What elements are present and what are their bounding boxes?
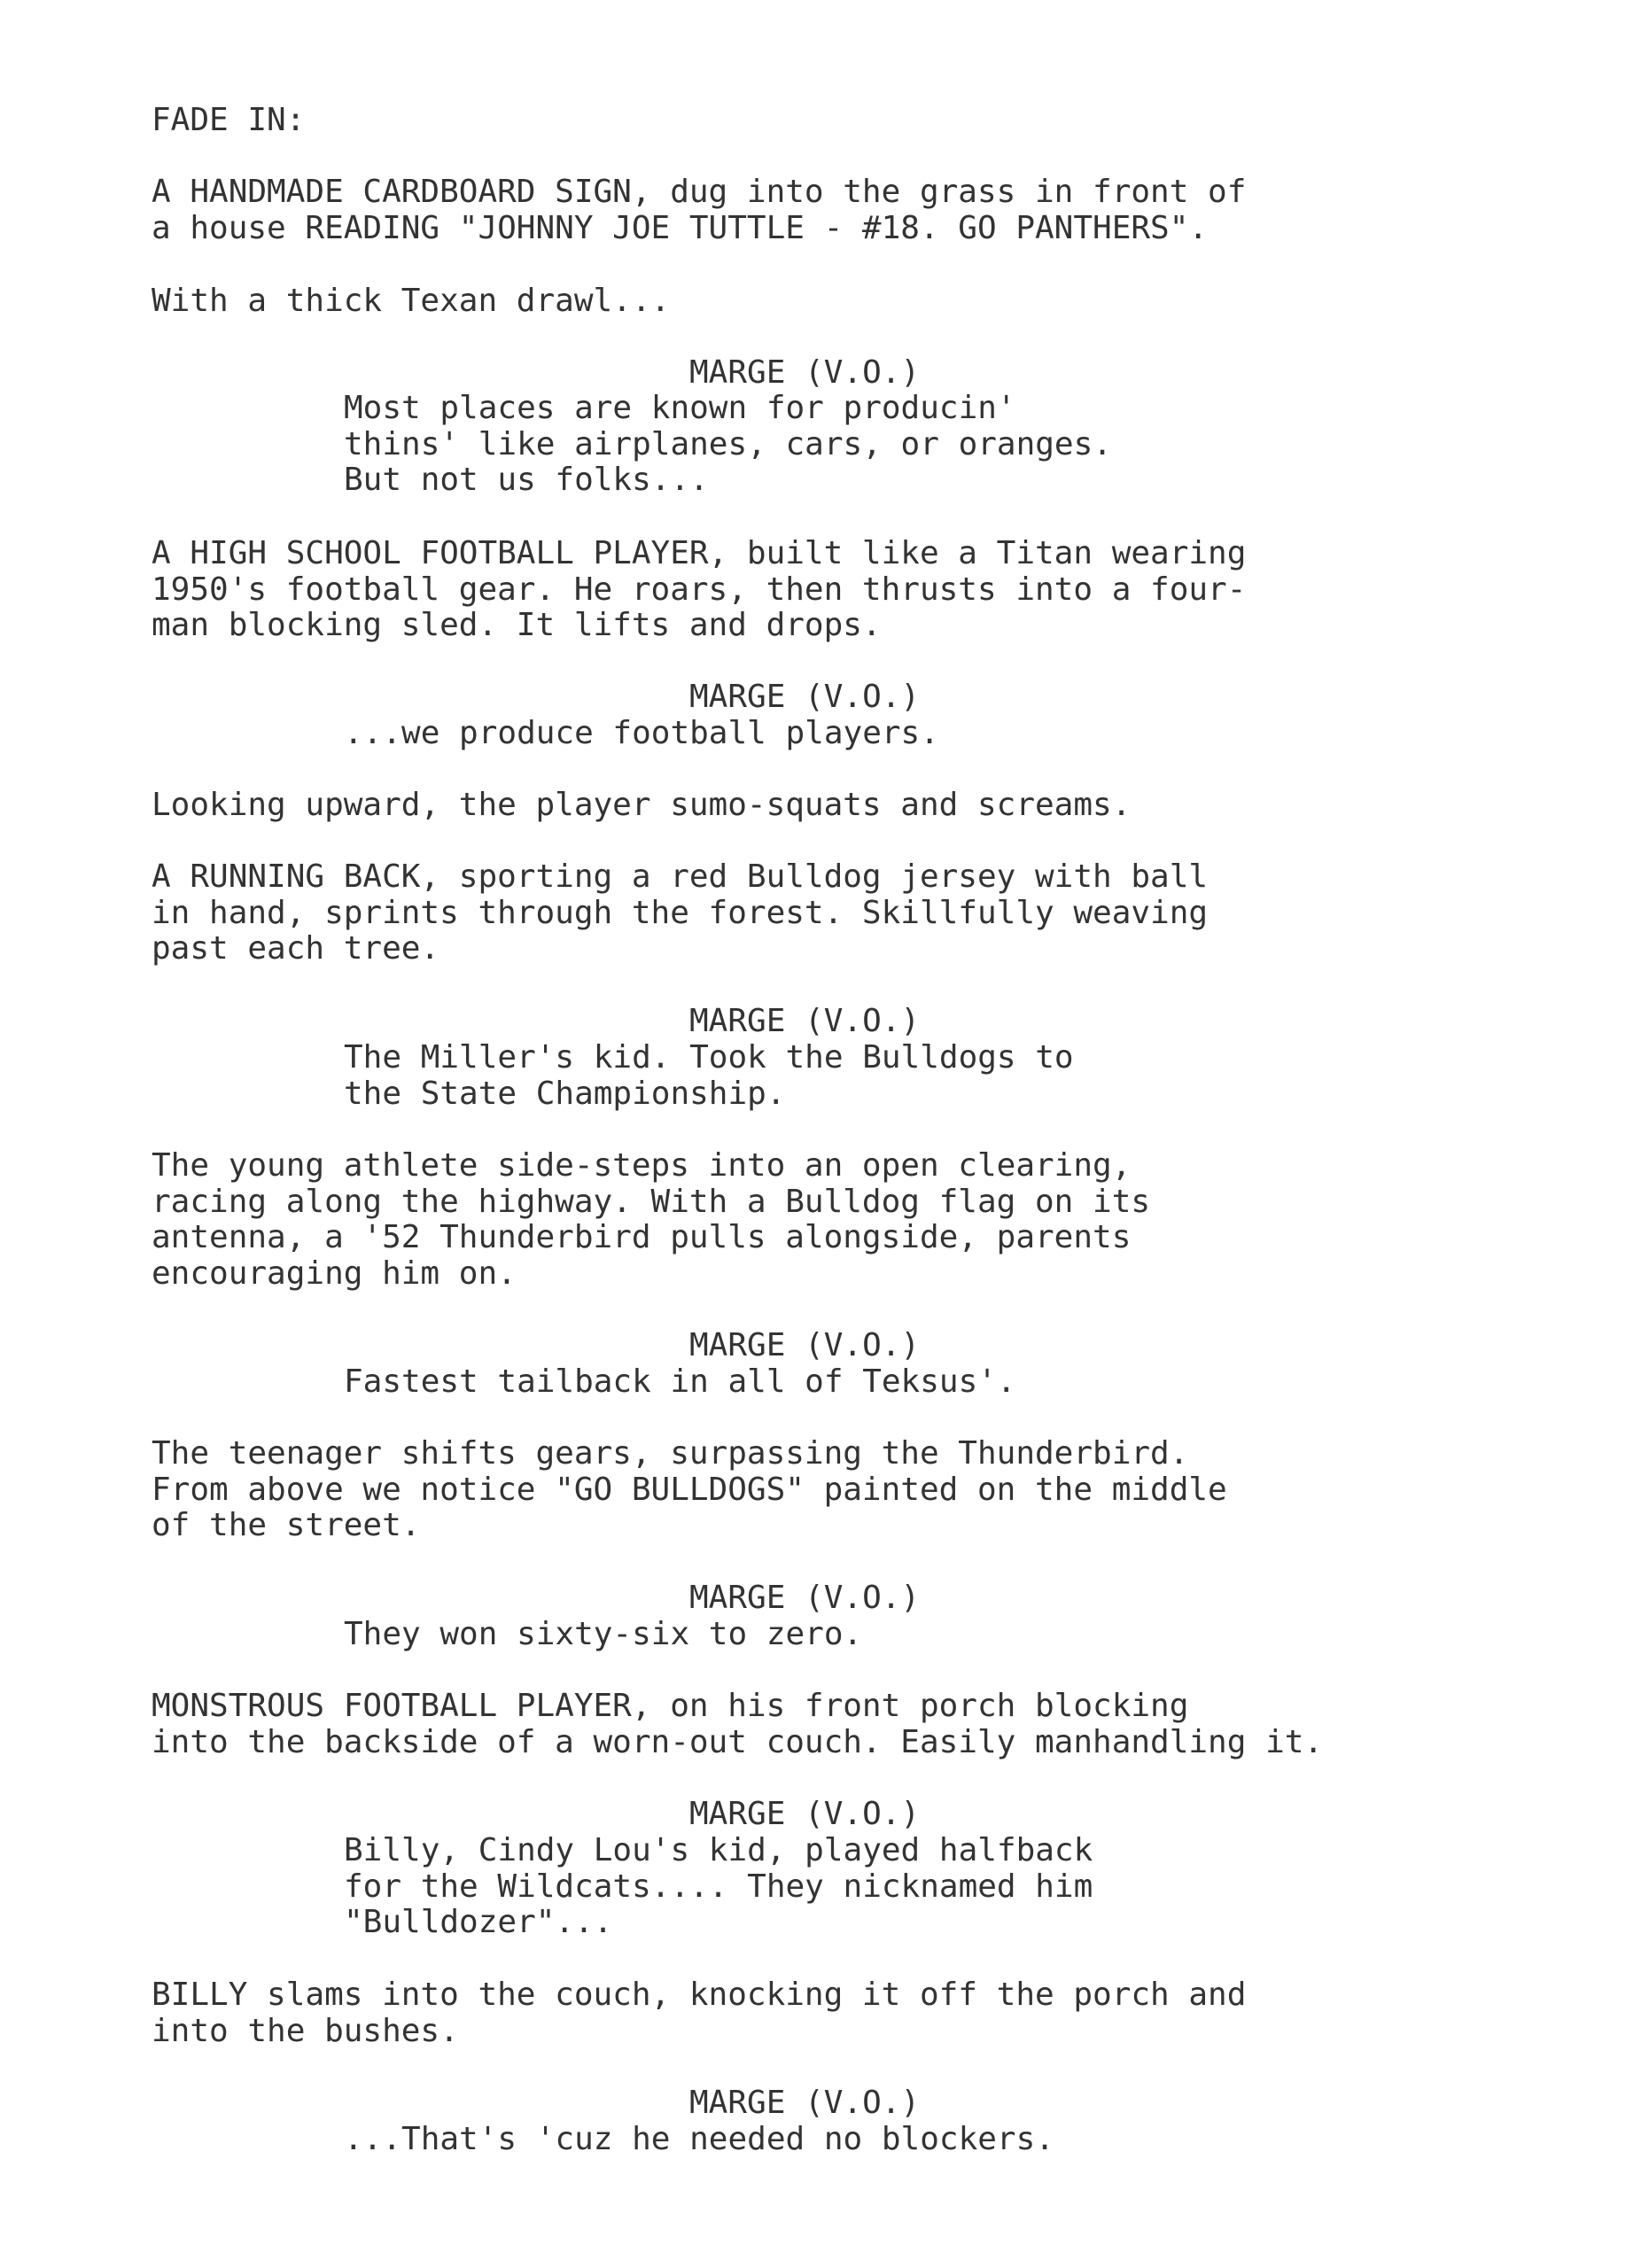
dialogue-5 — [344, 1617, 862, 1653]
action-porch — [152, 1689, 1323, 1760]
character-cue-5 — [689, 1581, 920, 1617]
action-line: Looking upward, the player sumo-squats and screams. — [152, 787, 1132, 823]
dialogue-line: Fastest tailback in all of Teksus'. — [344, 1363, 1016, 1400]
dialogue-line: "Bulldozer"... — [344, 1904, 613, 1941]
action-street — [152, 1436, 1227, 1544]
character-name: MARGE (V.O.) — [689, 679, 921, 715]
action-line: in hand, sprints through the forest. Skillfully weaving — [152, 894, 1209, 931]
transition-line: FADE IN: — [152, 102, 306, 138]
action-line: The teenager shifts gears, surpassing the Thunderbird. — [152, 1435, 1189, 1472]
dialogue-line: Most places are known for producin' — [344, 390, 1016, 426]
dialogue-line: The Miller's kid. Took the Bulldogs to — [344, 1039, 1074, 1076]
action-line: A HANDMADE CARDBOARD SIGN, dug into the grass in front of — [152, 174, 1247, 210]
dialogue-line: ...we produce football players. — [344, 715, 939, 751]
action-line: into the bushes. — [152, 2012, 459, 2049]
action-line: into the backside of a worn-out couch. Easily manhandling it. — [152, 1723, 1324, 1760]
dialogue-line: They won sixty-six to zero. — [344, 1616, 863, 1652]
action-line: a house READING "JOHNNY JOE TUTTLE - #18. GO PANTHERS". — [152, 209, 1209, 246]
action-line: of the street. — [152, 1507, 421, 1544]
dialogue-line: for the Wildcats.... They nicknamed him — [344, 1868, 1093, 1905]
action-line: A RUNNING BACK, sporting a red Bulldog jersey with ball — [152, 858, 1209, 895]
action-couch — [152, 1977, 1246, 2049]
action-line: man blocking sled. It lifts and drops. — [152, 607, 882, 644]
action-line: MONSTROUS FOOTBALL PLAYER, on his front porch blocking — [152, 1688, 1189, 1724]
action-line: With a thick Texan drawl... — [152, 283, 671, 319]
dialogue-6 — [344, 1833, 1093, 1941]
action-line: BILLY slams into the couch, knocking it off the porch and — [152, 1977, 1247, 2013]
dialogue-7 — [344, 2122, 1054, 2158]
character-name: MARGE (V.O.) — [689, 1327, 921, 1363]
dialogue-line: But not us folks... — [344, 462, 709, 499]
dialogue-line: the State Championship. — [344, 1075, 786, 1112]
action-drawl — [152, 284, 670, 320]
character-name: MARGE (V.O.) — [689, 2085, 921, 2121]
action-sign — [152, 175, 1246, 246]
dialogue-2 — [344, 716, 939, 752]
character-cue-1 — [689, 355, 920, 392]
character-cue-3 — [689, 1004, 920, 1040]
character-name: MARGE (V.O.) — [689, 1003, 921, 1039]
action-line: The young athlete side-steps into an open clearing, — [152, 1147, 1132, 1184]
dialogue-line: thins' like airplanes, cars, or oranges. — [344, 425, 1112, 462]
dialogue-line: ...That's 'cuz he needed no blockers. — [344, 2121, 1054, 2157]
character-cue-6 — [689, 1797, 920, 1833]
dialogue-4 — [344, 1364, 1016, 1401]
action-line: encouraging him on. — [152, 1255, 517, 1293]
action-line: From above we notice "GO BULLDOGS" painted on the middle — [152, 1471, 1227, 1508]
dialogue-line: Billy, Cindy Lou's kid, played halfback — [344, 1832, 1093, 1868]
action-football-player — [152, 536, 1246, 644]
character-cue-2 — [689, 680, 920, 716]
action-highway — [152, 1148, 1150, 1293]
action-line: racing along the highway. With a Bulldog flag on its — [152, 1183, 1151, 1220]
transition-fade-in — [152, 103, 305, 139]
character-name: MARGE (V.O.) — [689, 1796, 921, 1832]
action-sumo-squat — [152, 788, 1131, 824]
character-cue-4 — [689, 1328, 920, 1364]
character-name: MARGE (V.O.) — [689, 354, 921, 391]
action-line: 1950's football gear. He roars, then thrusts into a four- — [152, 571, 1247, 608]
action-running-back — [152, 859, 1208, 967]
character-cue-7 — [689, 2085, 920, 2122]
action-line: antenna, a '52 Thunderbird pulls alongside, parents — [152, 1219, 1132, 1256]
action-line: A HIGH SCHOOL FOOTBALL PLAYER, built like a Titan wearing — [152, 535, 1247, 571]
dialogue-3 — [344, 1040, 1074, 1112]
dialogue-1 — [344, 391, 1112, 499]
action-line: past each tree. — [152, 930, 440, 967]
character-name: MARGE (V.O.) — [689, 1580, 921, 1616]
